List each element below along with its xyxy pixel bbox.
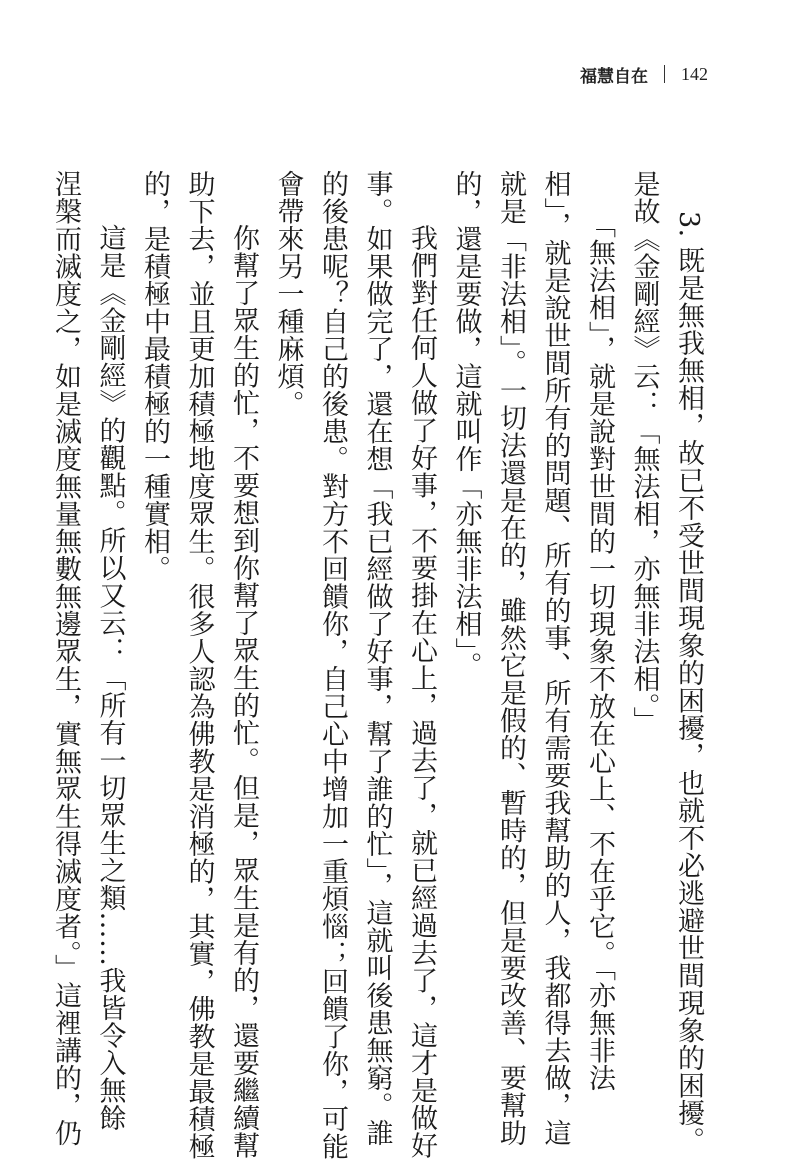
paragraph-line: 是故《金剛經》云：「無法相，亦無非法相。」 (628, 170, 660, 734)
paragraph-line: 3. 既是無我無相，故已不受世間現象的困擾，也就不必逃避世間現象的困擾。 (673, 210, 704, 1154)
paragraph-line: 「無法相」，就是說對世間的一切現象不放在心上、不在乎它。「亦無非法 (584, 210, 615, 1091)
paragraph-line: 就是「非法相」。一切法還是在的，雖然它是假的、暫時的，但是要改善、要幫助 (495, 170, 526, 1147)
paragraph-line: 事。如果做完了，還在想「我已經做了好事，幫了誰的忙」，這就叫後患無窮。誰 (361, 170, 393, 1147)
paragraph-line: 的，是積極中最積極的一種實相。 (139, 170, 170, 583)
main-text-column (50, 170, 710, 1160)
paragraph-line: 的，還是要做，這就叫作「亦無非法相」。 (450, 170, 482, 679)
paragraph-line: 你幫了眾生的忙，不要想到你幫了眾生的忙。但是，眾生是有的，還要繼續幫 (228, 224, 259, 1159)
book-title: 福慧自在 (580, 66, 648, 87)
paragraph-line: 助下去，並且更加積極地度眾生。很多人認為佛教是消極的，其實，佛教是最積極 (183, 170, 215, 1160)
paragraph-line: 的後患呢？自己的後患。對方不回饋你，自己心中增加一重煩惱；回饋了你，可能 (317, 170, 348, 1160)
paragraph-line: 涅槃而滅度之，如是滅度無量無數無邊眾生，實無眾生得滅度者。」這裡講的，仍 (50, 170, 81, 1147)
running-header (580, 62, 708, 86)
page-number: 142 (681, 63, 708, 84)
paragraph-line: 會帶來另一種麻煩。 (272, 170, 304, 418)
paragraph-line: 我們對任何人做了好事，不要掛在心上，過去了，就已經過去了，這才是做好 (406, 224, 437, 1159)
paragraph-line: 這是《金剛經》的觀點。所以又云：「所有一切眾生之類……我皆令入無餘 (94, 224, 126, 1132)
header-divider (664, 65, 665, 83)
paragraph-line: 相」，就是說世間所有的問題、所有的事、所有需要我幫助的人，我都得去做，這 (539, 170, 571, 1147)
